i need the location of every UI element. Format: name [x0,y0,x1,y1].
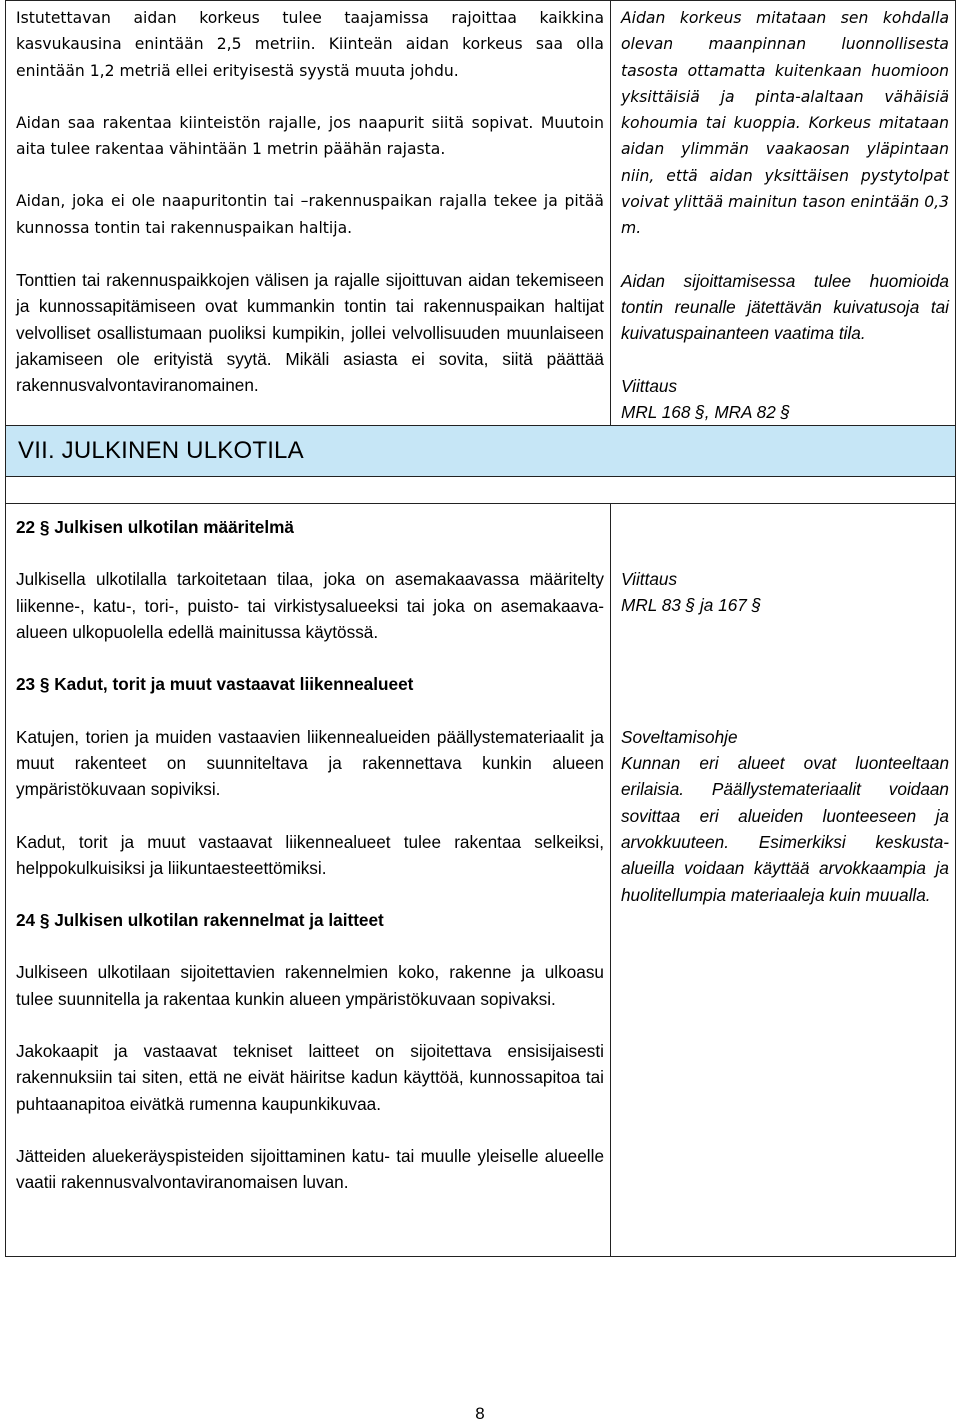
fence-rules-row [6,1,956,426]
section-23-note-text: Kunnan eri alueet ovat luonteeltaan erilaisia. Päällystemateriaalit voidaan sovittaa eri alueiden luonteeseen ja arvokkuuteen. Esimerkiksi keskusta-alueilla voidaan käyttää arvokkaampia ja huolitellumpia materiaaleja kuin muualla. [621,753,949,905]
section-heading-row [6,426,956,477]
public-space-side-column [611,504,956,1256]
fence-drainage-note: Aidan sijoittamisessa tulee huomioida tontin reunalle jätettävän kuivatusoja tai kuivatuspainanteen vaatima tila. [621,270,949,344]
fence-rules-main-column [6,1,611,426]
section-24-heading: 24 § Julkisen ulkotilan rakennelmat ja laitteet [16,910,384,931]
section-title: VII. JULKINEN ULKOTILA [18,437,304,465]
fence-measurement-note: Aidan korkeus mitataan sen kohdalla olevan maanpinnan luonnollisesta tasosta ottamatta kuitenkaan huomioon yksittäisiä ja pinta-alaltaan vähäisiä kohoumia tai kuoppia. Korkeus mitataan aidan ylimmän vaakaosan yläpintaan niin, että aidan yksittäisen pystytolpat voivat ylittää mainitun tason enintään 0,3 m. [621,9,950,238]
section-22-text: Julkisella ulkotilalla tarkoitetaan tilaa, joka on asemakaavassa määritelty liikenne-, katu-, tori-, puisto- tai virkistysalueeksi tai joka on asemakaava-alueen ulkopuolella edellä mainitussa käytössä. [16,569,604,643]
fence-owner-paragraph: Aidan, joka ei ole naapuritontin tai –rakennuspaikan rajalla tekee ja pitää kunnossa tontin tai rakennuspaikan haltija. [16,192,604,237]
document-page [5,0,956,1257]
section-23-heading: 23 § Kadut, torit ja muut vastaavat liikennealueet [16,674,414,695]
regulation-table [5,0,956,1257]
fence-rules-side-column [611,1,956,426]
section-22-reference-value: MRL 83 § ja 167 § [621,595,762,616]
section-24-paragraph-1: Julkiseen ulkotilaan sijoitettavien rakennelmien koko, rakenne ja ulkoasu tulee suunnitella ja rakentaa kunkin alueen ympäristökuvaan sopivaksi. [16,962,604,1009]
section-24-paragraph-3: Jätteiden aluekeräyspisteiden sijoittaminen katu- tai muulle yleiselle alueelle vaatii rakennusvalvontaviranomaisen luvan. [16,1145,604,1193]
fence-boundary-paragraph: Aidan saa rakentaa kiinteistön rajalle, jos naapurit siitä sopivat. Muutoin aita tulee rakentaa vähintään 1 metrin päähän rajasta. [16,113,604,159]
spacer-row [6,477,956,504]
section-22-heading: 22 § Julkisen ulkotilan määritelmä [16,517,294,538]
fence-height-paragraph: Istutettavan aidan korkeus tulee taajamissa rajoittaa kaikkina kasvukausina enintään 2,5 metriin. Kiinteän aidan korkeus saa olla enintään 1,2 metriä ellei erityisestä syystä muuta johdu. [16,9,604,80]
reference-label: Viittaus [621,375,678,396]
section-23-paragraph-1: Katujen, torien ja muiden vastaavien liikennealueiden päällystemateriaalit ja muut rakenteet on suunniteltava ja rakennettava kunkin alueen ympäristökuvaan sopiviksi. [16,726,604,800]
section-23-note-label: Soveltamisohje [621,726,738,747]
section-23-paragraph-2: Kadut, torit ja muut vastaavat liikennealueet tulee rakentaa selkeiksi, helppokulkuisiksi ja liikuntaesteettömiksi. [16,831,604,878]
public-space-row [6,504,956,1256]
section-heading-cell [6,426,956,477]
section-24-paragraph-2: Jakokaapit ja vastaavat tekniset laitteet on sijoitettava ensisijaisesti rakennuksiin tai siten, että ne eivät häiritse kadun käyttöä, kunnossapitoa tai puhtaanapitoa eivätkä rumenna kaupunkikuvaa. [16,1041,604,1114]
section-22-reference-label: Viittaus [621,569,678,590]
fence-shared-maintenance-paragraph: Tonttien tai rakennuspaikkojen välisen ja rajalle sijoittuvan aidan tekemiseen ja kunnossapitämiseen ovat kummankin tontin tai rakennuspaikan haltijat velvolliset osallistumaan puoliksi kumpikin, jollei velvollisuuden muunlaiseen jakamiseen ole erityistä syytä. Mikäli asiasta ei sovita, siitä päättää rakennusvalvontaviranomainen. [16,270,604,396]
page-number: 8 [475,1404,485,1423]
public-space-main-column [6,504,611,1256]
reference-value: MRL 168 §, MRA 82 § [621,401,791,422]
